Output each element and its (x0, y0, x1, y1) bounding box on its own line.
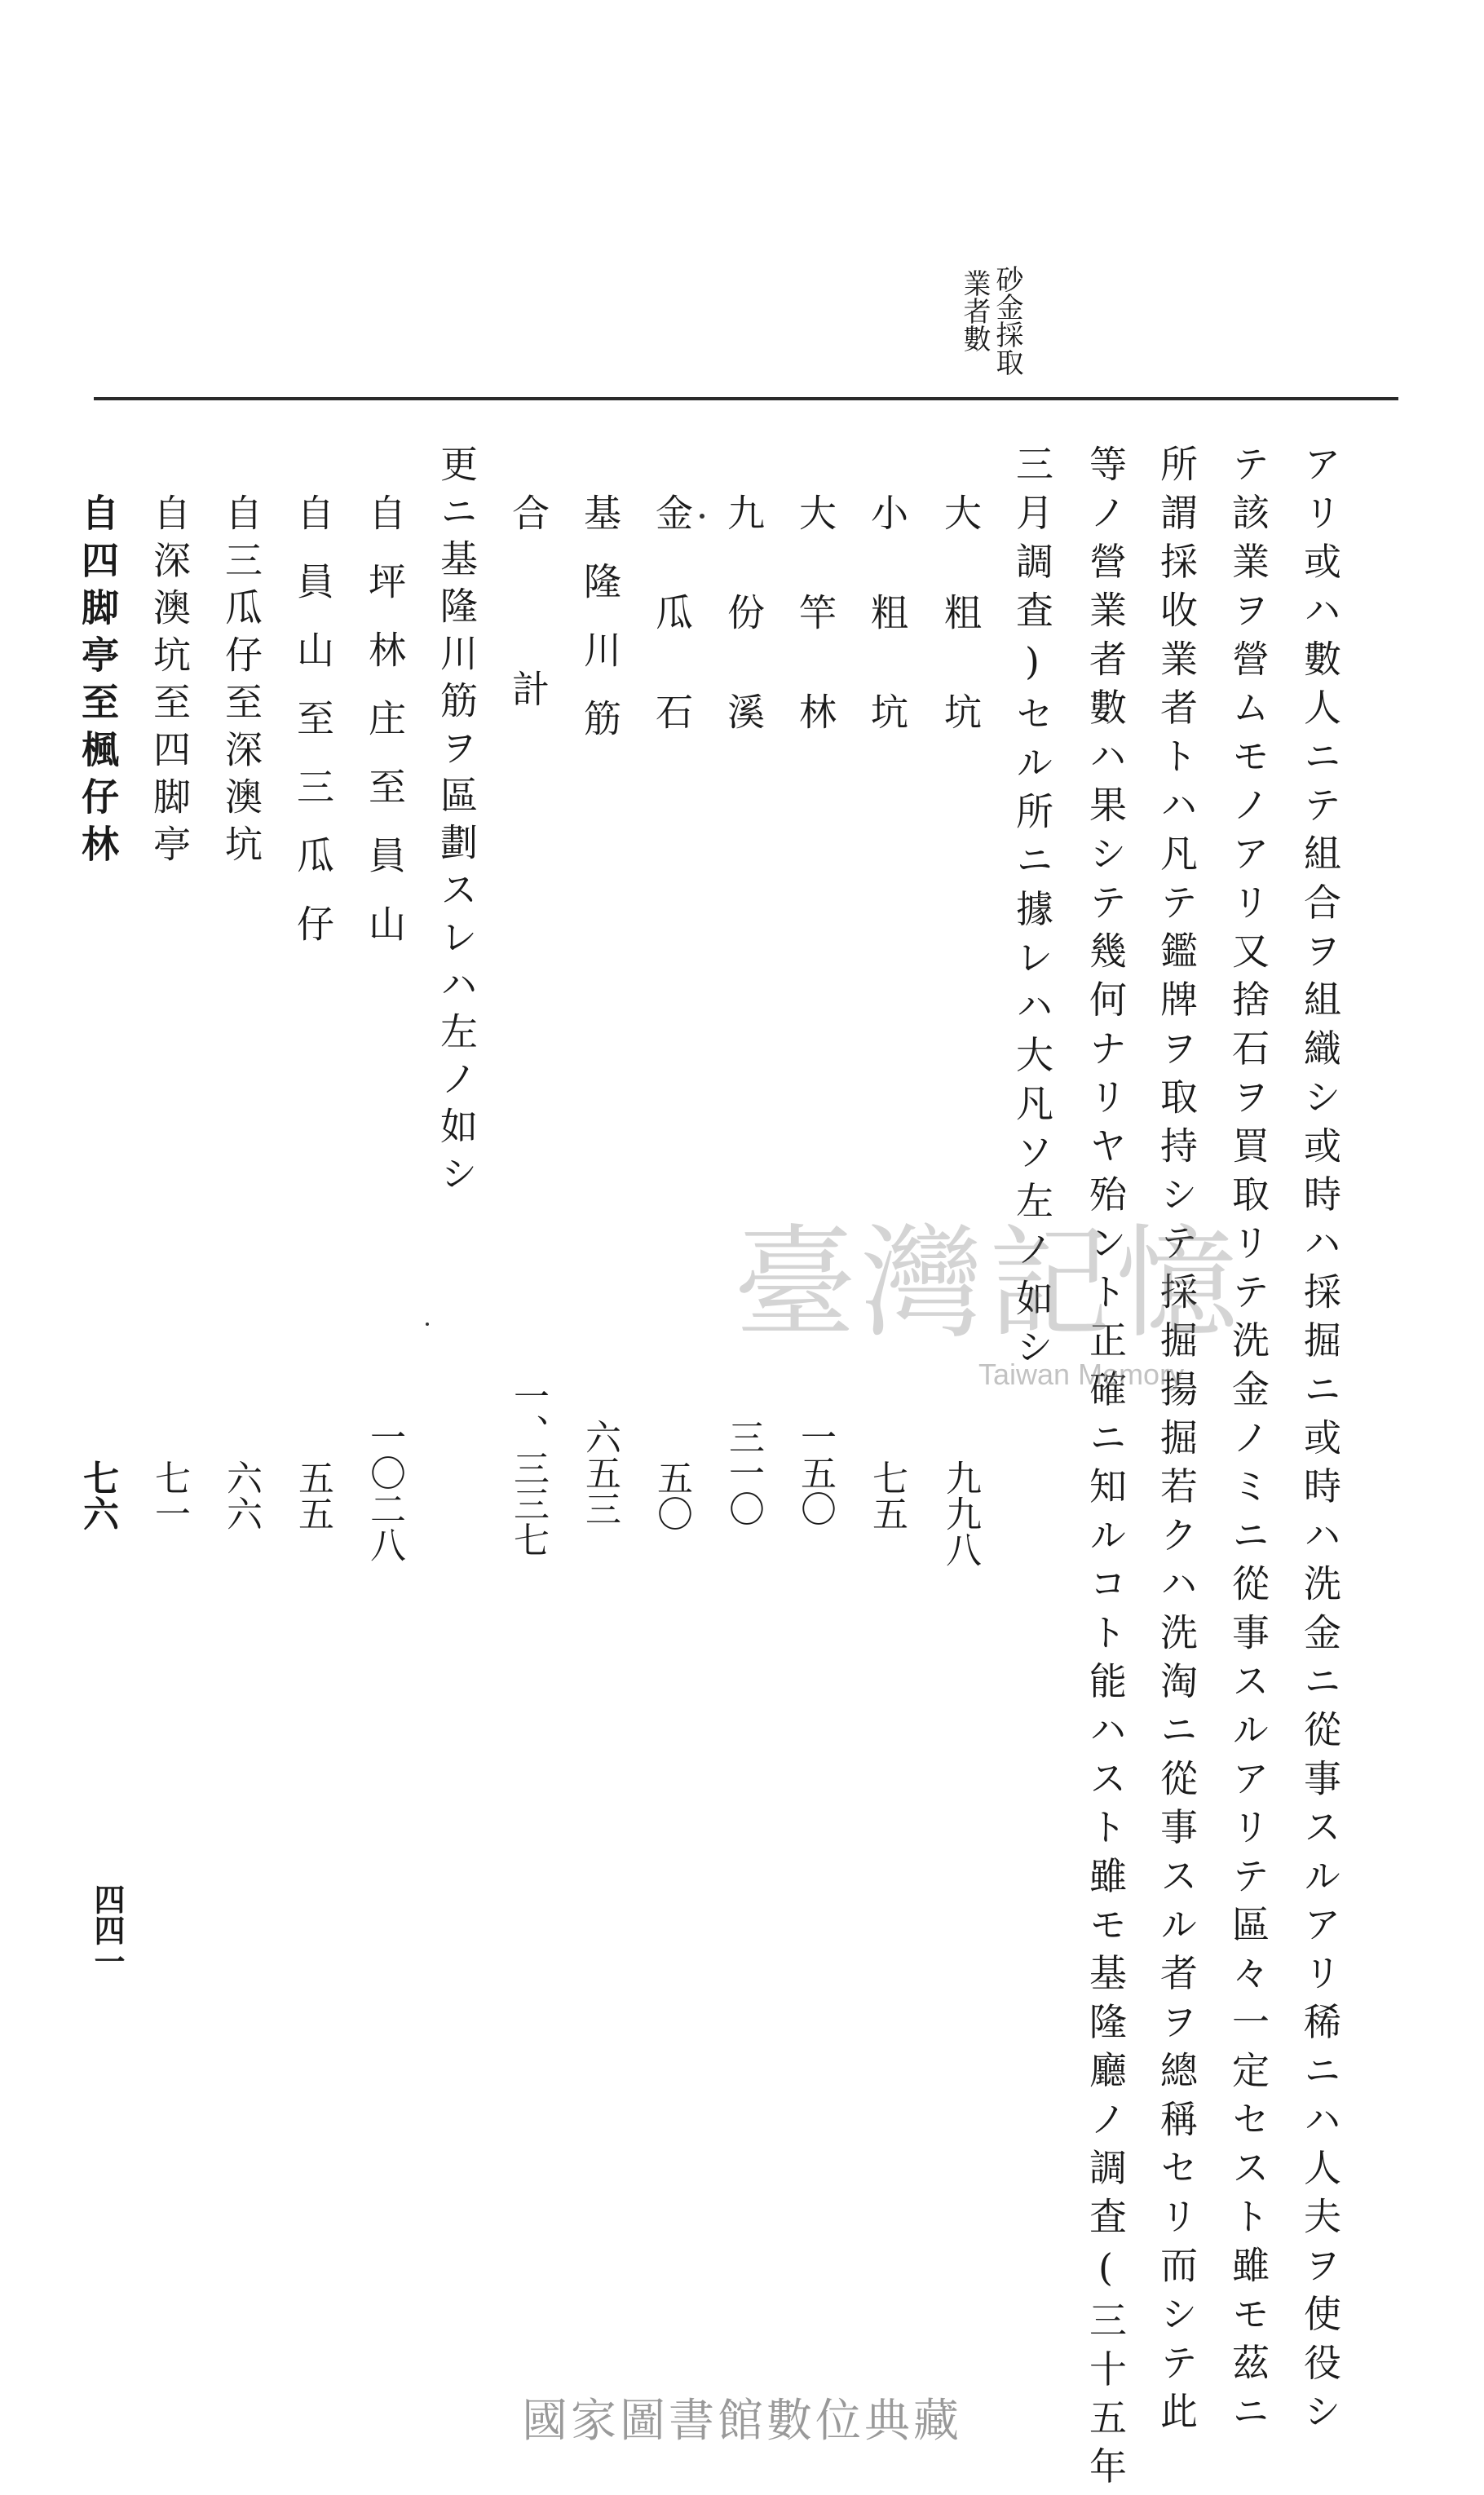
table2-section: 自四脚亭至楓仔林 (76, 493, 120, 872)
table1-count: 五〇 (651, 1459, 692, 1531)
table1-count: 六五三 (579, 1419, 621, 1526)
table2-count: 六六 (220, 1459, 262, 1531)
paragraph-line-5: 三月調査)セル所ニ據レハ大凡ソ左ノ如シ (1010, 444, 1054, 1376)
table1-place: 小粗坑 (865, 493, 909, 792)
paragraph-line-1: アリ或ハ數人ニテ組合ヲ組織シ或時ハ採掘ニ或時ハ洗金ニ從事スルアリ稀ニハ人夫ヲ使役シ (1298, 444, 1342, 2440)
watermark-english-text: Taiwan Memory (978, 1358, 1185, 1391)
taiwan-memory-watermark (734, 1213, 1272, 1391)
table1-place: 九份溪 (722, 493, 766, 792)
table1-count: 一五〇 (794, 1419, 836, 1526)
library-footer: 國家圖書館數位典藏 (522, 2395, 962, 2448)
table1-total-label: 合計 (506, 493, 550, 846)
table1-place: 基隆川筋 (578, 493, 622, 767)
page-number: 四四一 (89, 1883, 126, 1976)
table2-count: 五五 (292, 1459, 333, 1531)
table1-place: 大竿林 (793, 493, 837, 792)
table1-place: 金瓜石 (650, 493, 694, 792)
table2-section: 自坪林庄至員山 (363, 493, 407, 973)
print-speck (426, 1323, 429, 1326)
table1-place: 大粗坑 (939, 493, 983, 792)
table1-total-count: 一、三三七 (507, 1378, 549, 1557)
paragraph-line-3: 所謂採收業者トハ凡テ鑑牌ヲ取持シテ採掘揚掘若クハ洗淘ニ從事スル者ヲ總稱セリ而シテ此 (1155, 444, 1199, 2440)
table2-count: 一〇二八 (364, 1419, 405, 1562)
table2-section: 自深澳坑至四脚亭 (148, 493, 192, 872)
table2-count: 七一 (148, 1459, 190, 1531)
table2-section: 自員山至三瓜仔 (291, 493, 335, 973)
header-rule (94, 397, 1398, 400)
paragraph-line-2: テ該業ヲ營ムモノアリ又捨石ヲ買取リテ洗金ノミニ從事スルアリテ區々一定セスト雖モ茲ニ (1226, 444, 1270, 2440)
table2-section: 自三瓜仔至深澳坑 (219, 493, 263, 872)
watermark-logo-text: 臺灣記憶 (734, 1213, 1243, 1355)
print-speck (700, 514, 704, 519)
margin-heading-line-2: 業者數 (958, 269, 991, 352)
table2-count: 七六 (77, 1459, 118, 1531)
table1-count: 七五 (866, 1459, 908, 1531)
transition-sentence: 更ニ基隆川筋ヲ區劃スレハ左ノ如シ (435, 444, 479, 1201)
margin-heading-line-1: 砂金採取 (991, 265, 1023, 376)
paragraph-line-4: 等ノ營業者數ハ果シテ幾何ナリヤ殆ント正確ニ知ルコト能ハスト雖モ基隆廳ノ調査(三十五年 (1084, 444, 1128, 2495)
table1-count: 三一〇 (722, 1419, 764, 1526)
table1-count: 九九八 (939, 1459, 981, 1567)
